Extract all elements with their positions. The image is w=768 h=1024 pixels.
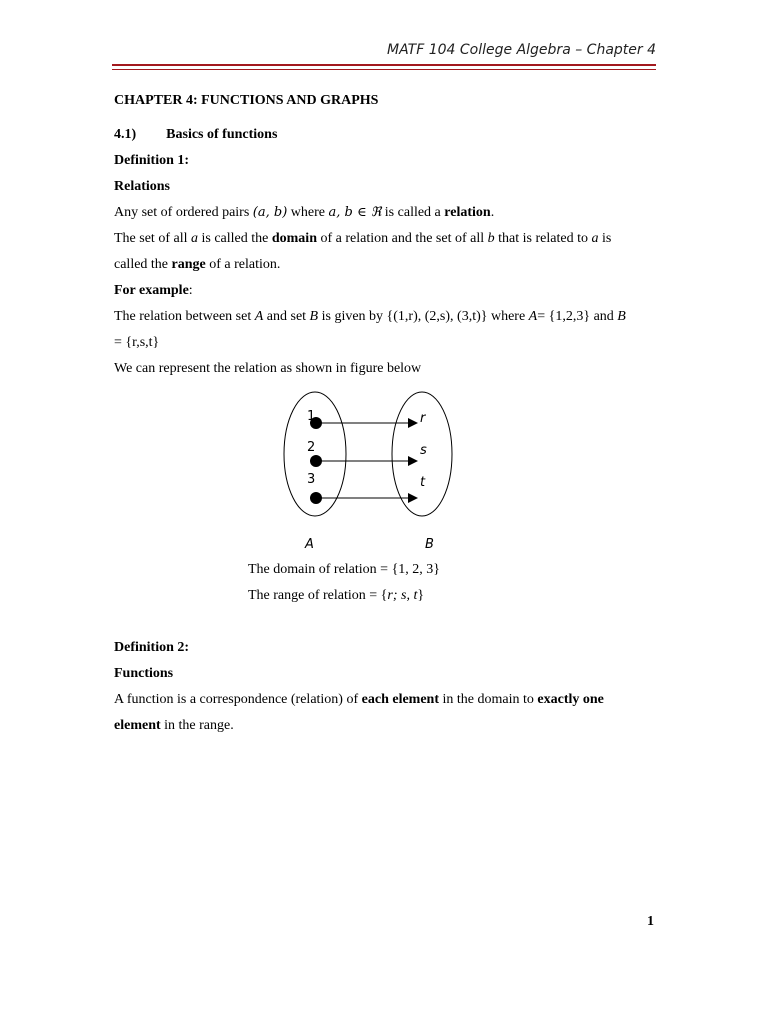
text-span: of a relation. (209, 257, 281, 272)
function-definition (114, 687, 656, 739)
section-number: 4.1) (114, 127, 137, 142)
set-b: B (617, 309, 626, 324)
text-span: and set (266, 309, 307, 324)
relation-mapping-diagram (270, 388, 470, 558)
term-domain: domain (271, 231, 317, 246)
range-label-s: s (420, 443, 427, 458)
text-span: The relation between set (114, 309, 252, 324)
running-header: MATF 104 College Algebra – Chapter 4 (387, 42, 656, 58)
figure-intro: We can represent the relation as shown in figure below (114, 361, 422, 376)
for-example-label (114, 278, 656, 304)
text-span: = {r,s,t} (114, 335, 160, 350)
domain-label-1: 1 (307, 409, 316, 424)
section-title: Basics of functions (166, 127, 278, 142)
header-rule-thick (112, 64, 656, 66)
domain-point-3 (310, 492, 322, 504)
example-text (114, 304, 656, 356)
text-span: For example (114, 283, 189, 298)
text-span: The set of all (114, 231, 188, 246)
term-relation: relation (444, 205, 491, 220)
definition-2-label: Definition 2: (114, 640, 190, 655)
text-span: . (490, 205, 495, 220)
text-span: of a relation and the set of all (320, 231, 485, 246)
math-ordered-pair: (a, b) (252, 205, 288, 220)
domain-label-3: 3 (307, 472, 316, 487)
relation-definition (114, 200, 656, 226)
text-span: is (601, 231, 612, 246)
text-span: called the (114, 257, 169, 272)
page-body (114, 88, 656, 382)
set-a: A (254, 309, 264, 324)
text-span: The range of relation = { (248, 588, 388, 603)
text-span: is given by {(1,r), (2,s), (3,t)} where (321, 309, 526, 324)
math-membership: a, b ∈ ℜ (328, 205, 382, 220)
text-span: in the domain to (442, 692, 534, 707)
term-exactly-one: exactly one (537, 692, 604, 707)
text-span: : (188, 283, 193, 298)
set-b: B (309, 309, 319, 324)
mapping-svg (270, 388, 470, 558)
var-a: a (190, 231, 198, 246)
term-element: element (114, 718, 161, 733)
domain-label-2: 2 (307, 440, 316, 455)
text-span: is called the (201, 231, 269, 246)
set-b-label: B (425, 537, 434, 552)
range-label-r: r (420, 411, 426, 426)
set-a-label: A (305, 537, 314, 552)
var-b: b (487, 231, 495, 246)
chapter-title: CHAPTER 4: FUNCTIONS AND GRAPHS (114, 93, 379, 108)
text-span: where (290, 205, 325, 220)
var-a: a (591, 231, 599, 246)
functions-heading: Functions (114, 666, 174, 681)
range-values: r; s, t (387, 588, 418, 603)
range-label-t: t (420, 475, 426, 490)
text-span: Any set of ordered pairs (114, 205, 250, 220)
text-span: that is related to (498, 231, 588, 246)
domain-range-definition (114, 226, 656, 278)
text-span: } (417, 588, 425, 603)
header-rule-thin (112, 69, 656, 70)
text-span: = {1,2,3} and (537, 309, 614, 324)
relations-heading: Relations (114, 179, 170, 194)
set-a: A (528, 309, 538, 324)
text-span: is called a (384, 205, 441, 220)
domain-point-2 (310, 455, 322, 467)
section-heading (114, 122, 656, 148)
text-span: A function is a correspondence (relation) of (114, 692, 359, 707)
domain-caption: The domain of relation = {1, 2, 3} (248, 562, 441, 577)
definition-2-block (114, 635, 656, 739)
range-caption (248, 583, 424, 609)
term-each-element: each element (361, 692, 439, 707)
text-span: in the range. (164, 718, 234, 733)
definition-1-label: Definition 1: (114, 153, 190, 168)
term-range: range (171, 257, 206, 272)
page-number: 1 (647, 914, 654, 929)
